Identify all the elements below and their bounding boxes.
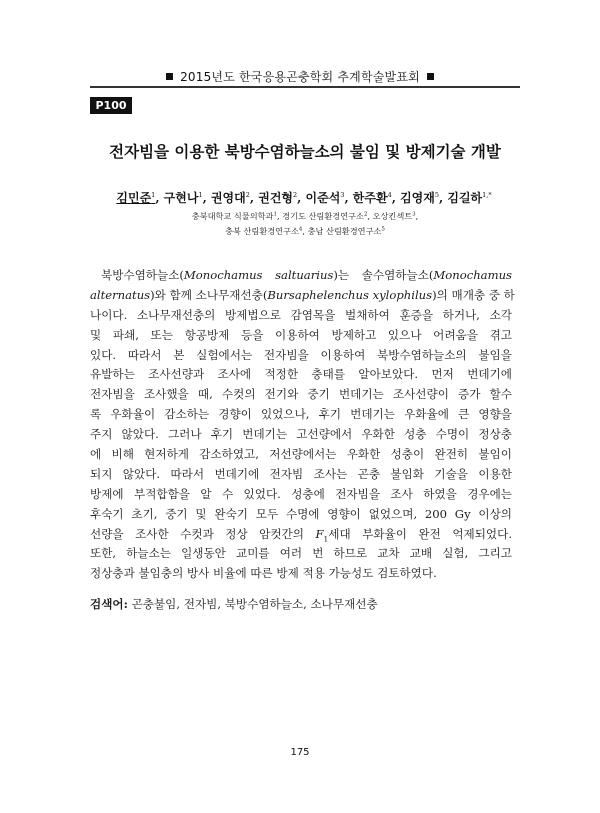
abstract-line: alternatus)와 함께 소나무재선충(Bursaphelenchus xylophilus)의 매개충 중 하 xyxy=(90,287,515,302)
abstract-line: 선량을 조사한 수컷과 정상 암컷간의 $F_1$세대 부화율이 완전 억제되었다. xyxy=(90,526,513,543)
affiliation-line: 충북대학교 식물의학과$^1$, 경기도 산림환경연구소$^2$, 오상킨섹트$^3$, xyxy=(191,211,419,221)
author: 권건형$^2$ xyxy=(258,191,298,205)
page-number: 175 xyxy=(290,747,310,758)
paper-title: 전자빔을 이용한 북방수염하늘소의 불임 및 방제기술 개발 xyxy=(109,142,501,161)
author: 한주환$^4$ xyxy=(352,191,392,205)
author: 이준석$^3$ xyxy=(305,191,345,205)
square-bullet-icon xyxy=(427,73,434,80)
abstract-line: 되지 않았다. 따라서 번데기에 전자빔 조사는 곤충 불임화 기술을 이용한 xyxy=(90,466,512,481)
author: 권영대$^2$ xyxy=(210,191,250,205)
abstract-line: 북방수염하늘소(Monochamus saltuarius)는 솔수염하늘소(Monochamus xyxy=(101,268,512,282)
abstract-line: 또한, 하늘소는 일생동안 교미를 여러 번 하므로 교차 교배 실험, 그리고 xyxy=(90,546,512,561)
author: 김길하$^{1,*}$ xyxy=(447,191,492,205)
abstract-line: 후숙기 초기, 중기 및 완숙기 모두 수명에 영향이 없었으며, 200 Gy 이상의 xyxy=(90,506,512,521)
affiliation: 충북대학교 식물의학과$^1$ xyxy=(191,211,277,221)
poster-id-badge: P100 xyxy=(90,97,132,114)
abstract-line: 정상충과 불임충의 방사 비율에 따른 방제 적용 가능성도 검토하였다. xyxy=(90,566,437,581)
conference-title: 2015년도 한국응용곤충학회 추계학술발표회 xyxy=(180,70,420,84)
abstract-line: 록 우화율이 감소하는 경향이 있었으나, 후기 번데기는 우화율에 큰 영향을 xyxy=(90,407,512,422)
keywords xyxy=(90,596,520,612)
square-bullet-icon xyxy=(166,73,173,80)
abstract-body xyxy=(90,266,515,584)
abstract-line: 방제에 부적합함을 알 수 있었다. 성충에 전자빔을 조사 하였을 경우에는 xyxy=(90,486,512,501)
keywords-label: 검색어: xyxy=(90,597,128,611)
affiliation: 경기도 산림환경연구소$^2$ xyxy=(282,211,368,221)
abstract-line: 및 파쇄, 또는 항공방제 등을 이용하여 방제하고 있으나 어려움을 겪고 xyxy=(90,327,512,342)
affiliation: 충북 산림환경연구소$^4$ xyxy=(225,226,303,236)
conference-header xyxy=(0,68,600,85)
keywords-text: 곤충불임, 전자빔, 북방수염하늘소, 소나무재선충 xyxy=(131,597,378,611)
abstract-line: 있다. 따라서 본 실험에서는 전자빔을 이용하여 북방수염하늘소의 불임을 xyxy=(90,347,512,362)
header-rule xyxy=(90,86,520,88)
abstract-line: 에 비해 현저하게 감소하였고, 저선량에서는 우화한 성충이 완전히 불임이 xyxy=(90,447,512,462)
affiliation: 충남 산림환경연구소$^5$ xyxy=(307,226,385,236)
affiliation-line: 충북 산림환경연구소$^4$, 충남 산림환경연구소$^5$ xyxy=(225,226,385,236)
author-list: 김민준$^1$, 구현나$^1$, 권영대$^2$, 권건형$^2$, 이준석$^3$, 한주환$^4$, 김영재$^5$, 김길하$^{1,*}$ xyxy=(116,191,492,205)
abstract-line: 유발하는 조사선량과 조사에 적정한 충태를 알아보았다. 먼저 번데기에 xyxy=(90,367,512,382)
author: 김민준$^1$ xyxy=(116,191,156,205)
abstract-line: 주지 않았다. 그러나 후기 번데기는 고선량에서 우화한 성충 수명이 정상충 xyxy=(90,427,512,442)
author: 김영재$^5$ xyxy=(400,191,439,205)
abstract-line: 전자빔을 조사했을 때, 수컷의 전기와 중기 번데기는 조사선량이 증가 할수 xyxy=(90,387,512,402)
abstract-line: 나이다. 소나무재선충의 방제법으로 감염목을 벌채하여 훈증을 하거나, 소각 xyxy=(90,307,512,322)
author: 구현나$^1$ xyxy=(163,191,203,205)
affiliation: 오상킨섹트$^3$ xyxy=(372,211,416,221)
